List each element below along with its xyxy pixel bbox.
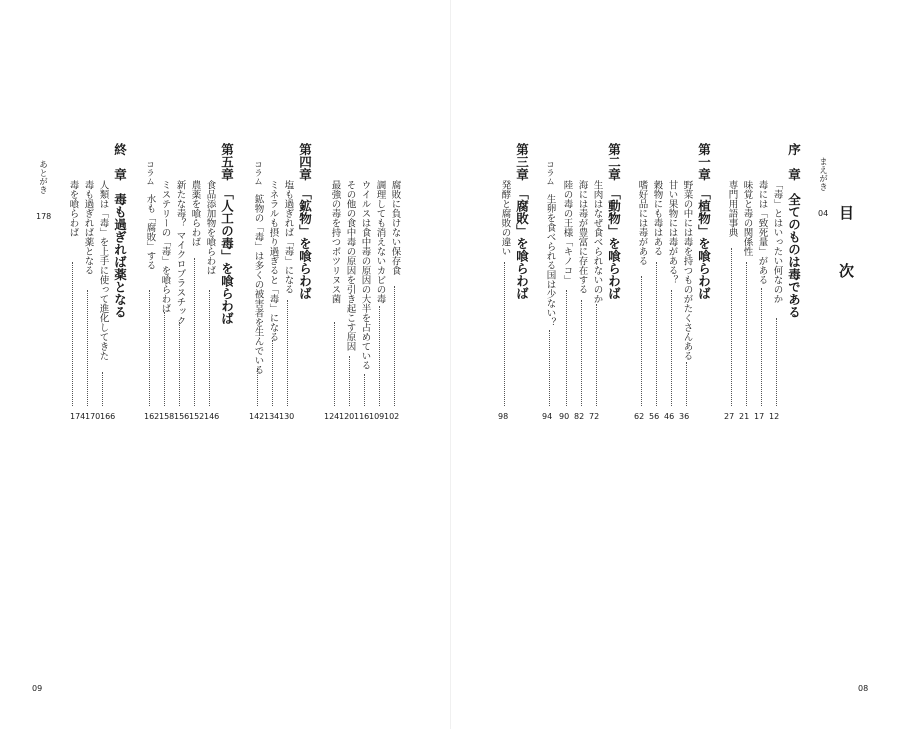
chapter-0-page-1: 17 (754, 412, 765, 421)
chapter-6-entry-2: 毒を喰らわば (67, 180, 79, 237)
chapter-0-page-2: 21 (739, 412, 750, 421)
chapter-3-entry-1: 腐敗に負けない保存食 (389, 180, 401, 275)
chapter-4-leader-1 (272, 340, 274, 406)
chapter-6-title: 毒も過ぎれば薬となる (112, 193, 128, 318)
chapter-1-entry-2: 穀物にも毒はある (651, 180, 663, 256)
chapter-3-page-3: 116 (354, 412, 370, 421)
chapter-4-entry-2: 鉱物の「毒」は多くの被害者を生んでいる (252, 194, 264, 375)
chapter-2-page-1: 82 (574, 412, 585, 421)
chapter-3-prefix: 第三章 (514, 143, 530, 181)
chapter-3-entry-3: ウイルスは食中毒の原因の大半を占めている (359, 180, 371, 370)
chapter-0-title: 全てのものは毒である (786, 193, 802, 318)
chapter-5-title: 「人工の毒」を喰らわば (219, 193, 235, 325)
chapter-5-entry-1: 農薬を喰らわば (189, 180, 201, 247)
chapter-3-entry-0: 発酵と腐敗の違い (499, 180, 511, 256)
folio-left: 09 (32, 684, 43, 693)
chapter-3-page-2: 109 (369, 412, 385, 421)
chapter-5-prefix: 第五章 (219, 143, 235, 181)
chapter-6-page-0: 166 (100, 412, 116, 421)
chapter-2-leader-1 (581, 300, 583, 406)
chapter-2-heading (607, 143, 620, 299)
chapter-5-page-3: 158 (159, 412, 175, 421)
chapter-0-leader-1 (761, 288, 763, 406)
chapter-5-leader-1 (194, 258, 196, 406)
chapter-1-page-1: 46 (664, 412, 675, 421)
chapter-5-entry-4-label: コラム (144, 160, 155, 186)
chapter-5-heading (220, 143, 233, 324)
chapter-1-leader-1 (671, 290, 673, 406)
chapter-6-prefix: 終 章 (112, 143, 128, 181)
chapter-5-leader-4 (149, 290, 151, 406)
chapter-6-heading (113, 143, 126, 318)
chapter-4-page-2: 142 (249, 412, 265, 421)
chapter-0-leader-0 (776, 318, 778, 406)
chapter-5-leader-2 (179, 322, 181, 406)
chapter-6-entry-1: 毒も過ぎれば薬となる (82, 180, 94, 275)
chapter-2-entry-3: 生卵を食べられる国は少ない？ (544, 194, 556, 327)
chapter-0-prefix: 序 章 (786, 143, 802, 181)
chapter-4-leader-2 (257, 368, 259, 406)
chapter-0-page-3: 27 (724, 412, 735, 421)
chapter-3-entry-4: その他の食中毒の原因を引き起こす原因 (344, 180, 356, 351)
chapter-1-entry-1: 甘い果物には毒がある？ (666, 180, 678, 285)
chapter-6-page-1: 170 (85, 412, 101, 421)
chapter-3-page-4: 120 (339, 412, 355, 421)
toc-title: 目 次 (837, 205, 855, 292)
chapter-3-leader-1 (394, 286, 396, 406)
chapter-5-entry-0: 食品添加物を喰らわば (204, 180, 216, 275)
chapter-4-page-0: 130 (279, 412, 295, 421)
chapter-4-entry-0: 塩も過ぎれば「毒」になる (282, 180, 294, 294)
chapter-5-entry-4: 水も「腐敗」する (144, 194, 156, 270)
chapter-4-entry-1: ミネラルも摂り過ぎると「毒」になる (267, 180, 279, 342)
chapter-3-page-5: 124 (324, 412, 340, 421)
chapter-1-prefix: 第一章 (696, 143, 712, 181)
chapter-5-page-4: 162 (144, 412, 160, 421)
chapter-2-page-3: 94 (542, 412, 553, 421)
chapter-1-title: 「植物」を喰らわば (696, 193, 712, 300)
chapter-4-leader-0 (287, 300, 289, 406)
chapter-4-heading (298, 143, 311, 299)
chapter-0-entry-1: 毒には「致死量」がある (756, 180, 768, 285)
chapter-2-page-2: 90 (559, 412, 570, 421)
chapter-1-heading (697, 143, 710, 299)
chapter-3-page-0: 98 (498, 412, 509, 421)
chapter-0-heading (787, 143, 800, 318)
chapter-4-page-1: 134 (264, 412, 280, 421)
chapter-0-entry-0: 「毒」とはいったい何なのか (771, 180, 783, 304)
chapter-3-leader-4 (349, 356, 351, 406)
preface-label: まえがき (817, 157, 828, 191)
chapter-6-page-2: 174 (70, 412, 86, 421)
chapter-3-page-1: 102 (384, 412, 400, 421)
chapter-2-leader-3 (549, 330, 551, 406)
chapter-4-title: 「鉱物」を喰らわば (297, 193, 313, 300)
chapter-5-entry-3: ミステリーの「毒」を喰らわば (159, 180, 171, 313)
folio-right: 08 (858, 684, 869, 693)
chapter-0-leader-3 (731, 248, 733, 406)
chapter-4-entry-2-label: コラム (252, 160, 263, 186)
preface-page: 04 (818, 209, 829, 218)
chapter-2-page-0: 72 (589, 412, 600, 421)
chapter-1-leader-3 (641, 276, 643, 406)
spread-fold (450, 0, 451, 729)
chapter-1-entry-0: 野菜の中には毒を持つものがたくさんある (681, 180, 693, 361)
chapter-3-leader-3 (364, 374, 366, 406)
chapter-1-page-0: 36 (679, 412, 690, 421)
chapter-2-entry-3-label: コラム (544, 160, 555, 186)
chapter-2-leader-2 (566, 290, 568, 406)
chapter-1-page-3: 62 (634, 412, 645, 421)
chapter-5-entry-2: 新たな毒？ マイクロプラスチック (174, 180, 186, 326)
chapter-3-entry-5: 最強の毒を持つボツリヌス菌 (329, 180, 341, 304)
chapter-0-entry-2: 味覚と毒の関係性 (741, 180, 753, 256)
chapter-1-leader-0 (686, 362, 688, 406)
chapter-2-entry-1: 海には毒が豊富に存在する (576, 180, 588, 294)
chapter-2-title: 「動物」を喰らわば (606, 193, 622, 300)
chapter-5-page-2: 156 (174, 412, 190, 421)
chapter-6-leader-1 (87, 290, 89, 406)
chapter-3-leader-2 (379, 306, 381, 406)
chapter-5-leader-3 (164, 312, 166, 406)
chapter-0-page-0: 12 (769, 412, 780, 421)
chapter-1-entry-3: 嗜好品には毒がある (636, 180, 648, 266)
afterword-label: あとがき (37, 160, 48, 194)
chapter-0-entry-3: 専門用語事典 (726, 180, 738, 237)
chapter-5-page-0: 146 (204, 412, 220, 421)
chapter-6-entry-0: 人類は「毒」を上手に使って進化してきた (97, 180, 109, 361)
chapter-2-leader-0 (596, 304, 598, 406)
chapter-0-leader-2 (746, 262, 748, 406)
chapter-2-prefix: 第二章 (606, 143, 622, 181)
chapter-1-leader-2 (656, 262, 658, 406)
chapter-2-entry-0: 生肉はなぜ食べられないのか (591, 180, 603, 304)
chapter-3-title: 「腐敗」を喰らわば (514, 193, 530, 300)
chapter-5-page-1: 152 (189, 412, 205, 421)
chapter-3-entry-2: 調理しても消えないカビの毒 (374, 180, 386, 304)
chapter-2-entry-2: 陸の毒の王様「キノコ」 (561, 180, 573, 285)
chapter-3-leader-5 (334, 322, 336, 406)
chapter-6-leader-2 (72, 262, 74, 406)
chapter-5-leader-0 (209, 290, 211, 406)
chapter-3-heading (515, 143, 528, 299)
chapter-4-prefix: 第四章 (297, 143, 313, 181)
afterword-page: 178 (36, 212, 52, 221)
chapter-1-page-2: 56 (649, 412, 660, 421)
chapter-3-leader-0 (504, 262, 506, 406)
chapter-6-leader-0 (102, 372, 104, 406)
